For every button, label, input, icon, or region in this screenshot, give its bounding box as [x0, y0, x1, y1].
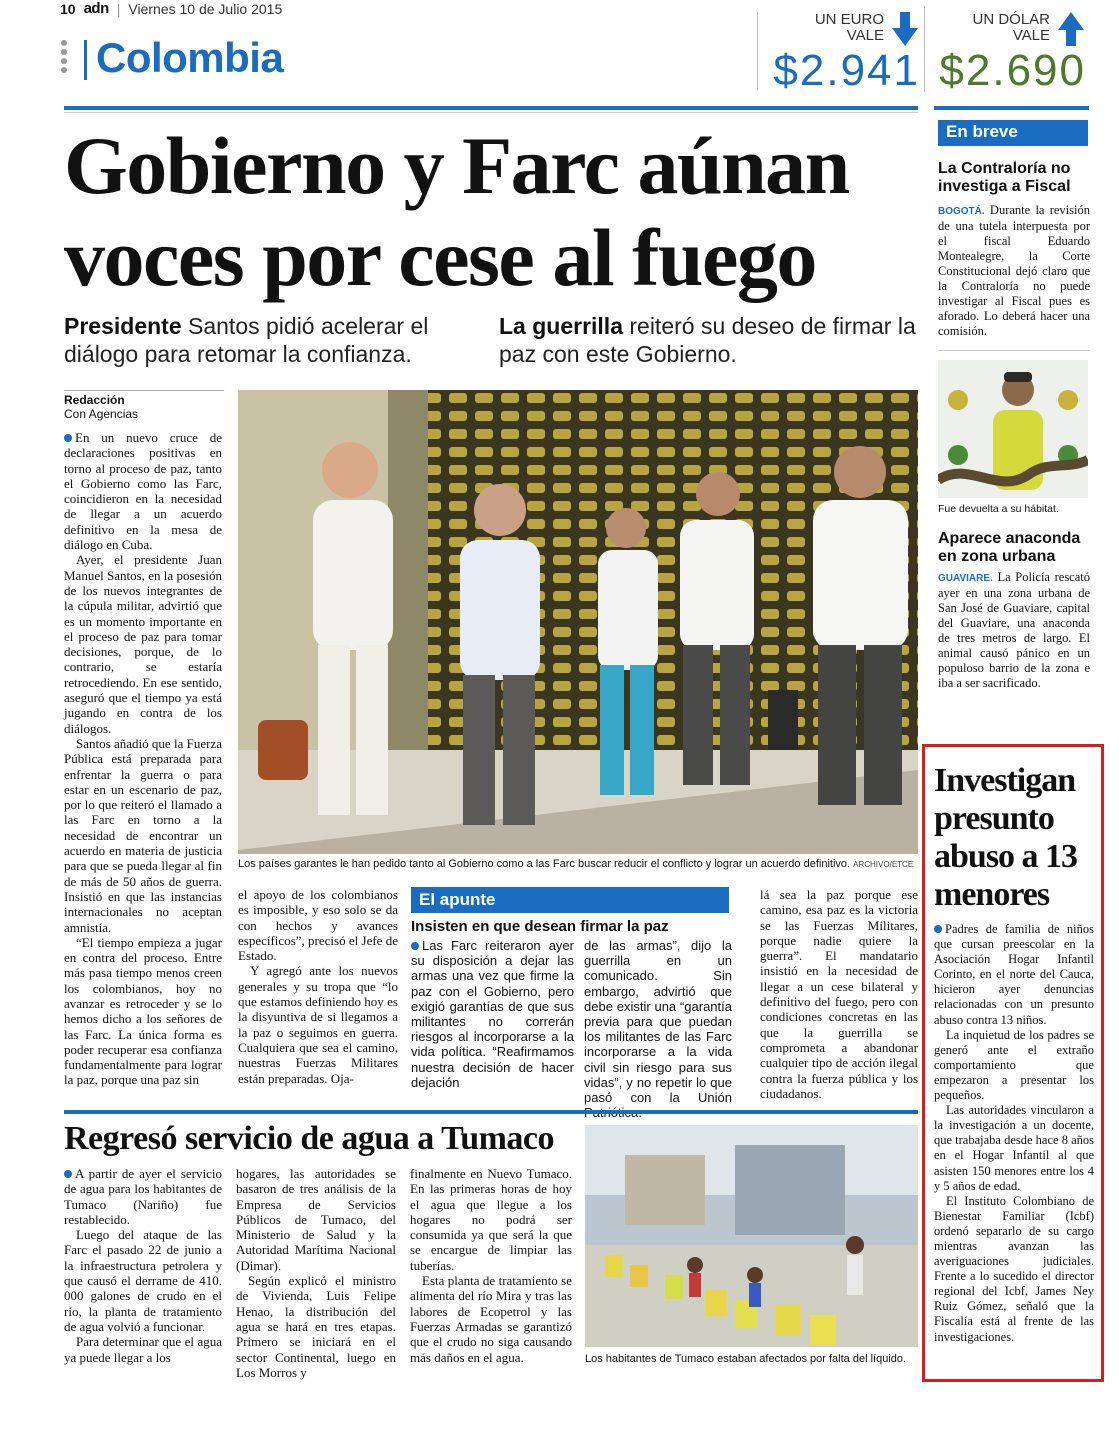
fx-euro-value: $2.941	[773, 46, 920, 95]
byline: Redacción Con Agencias	[64, 390, 224, 421]
bullet-icon	[64, 434, 72, 442]
main-photo-caption: Los países garantes le han pedido tanto al Gobierno como a las Farc buscar reducir el conflicto y lograr un acuerdo definitivo. ARCHIVO/ETCE	[238, 858, 914, 870]
main-headline: Gobierno y Farc aúnan voces por cese al fuego	[64, 120, 849, 303]
fx-euro	[758, 6, 928, 95]
fx-dolar	[924, 6, 1094, 95]
tumaco-column-2: hogares, las autoridades se basaron de tres análisis de la Empresa de Servicios Públicos de Tumaco, del Ministerio de Salud y la Autoridad Marítima Nacional (Dimar). Según explicó el ministro de Vivienda, Luis Felipe Henao, la distribución del agua se hará en tres etapas. Primero se iniciará en el sector Continental, luego en Los Morros y	[236, 1166, 396, 1380]
section-title: Colombia	[96, 34, 284, 81]
apunte-column-a: Las Farc reiteraron ayer su disposición a dejar las armas una vez que firme la paz con el Gobierno, pero exigió garantías de que sus militantes no correrán riesgos al incorporarse a la vida política. “Reafirmamos nuestra decisión de hacer dejación	[411, 938, 574, 1090]
bullet-icon	[934, 925, 942, 933]
tumaco-photo-caption: Los habitantes de Tumaco estaban afectados por falta del líquido.	[585, 1353, 907, 1365]
main-photo	[238, 390, 918, 854]
deck-left: Presidente Santos pidió acelerar el diálogo para retomar la confianza.	[64, 313, 429, 367]
fx-euro-label: UN EURO VALE	[814, 11, 884, 44]
anaconda-photo-caption: Fue devuelta a su hábitat.	[938, 503, 1059, 515]
brief-item2-body: GUAVIARE. La Policía rescató ayer en una zona urbana de San José de Guaviare, capital del Guaviare, una anaconda de tres metros de largo. El animal causó pánico en un populoso barrio de la zona e iba a ser sacrificado.	[938, 570, 1090, 690]
fx-dolar-label: UN DÓLAR VALE	[972, 11, 1050, 44]
main-column-1: En un nuevo cruce de declaraciones positivas en torno al proceso de paz, tanto el Gobierno como las Farc, coincidieron en la necesidad de llegar a un acuerdo definitivo en la mesa de diálogo en Cuba. Ayer, el presidente Juan Manuel Santos, en la posesión de los nuevos integrantes de la cúpula militar, advirtió que es un momento importante en el proceso de paz para tomar decisiones, porque, de lo contrario, se estaría retrocediendo. En ese sentido, aseguró que el tiempo ya está jugando en contra de los diálogos. Santos añadió que la Fuerza Pública está preparada para enfrentar la guerra o para estar en un escenario de paz, por lo que reiteró el llamado a las Farc en torno a la necesidad de encontrar un acuerdo en materia de justicia para que se pueda llegar al fin de más de 50 años de guerra. Insistió en que las instancias internacionales no aceptan amnistía. “El tiempo empieza a jugar en contra del proceso. Entre más pasa tiempo menos creen los colombianos, hoy no avanzar es retroceder y se lo hemos dicho a los señores de las Farc. La única forma es poder recuperar esa confianza fundamentalmente para lograr la paz, porque una paz sin	[64, 430, 222, 1088]
apunte-column-b: de las armas”, dijo la guerrilla en un comunicado. Sin embargo, advirtió que debe existir una “garantía previa para que puedan los militantes de las Farc incorporarse a la vida civil sin riesgo para sus vidas”, y no repetir lo que pasó con la Unión	[584, 938, 732, 1106]
tumaco-photo	[585, 1125, 918, 1347]
fx-dolar-value: $2.690	[939, 46, 1086, 95]
issue-date: Viernes 10 de Julio 2015	[128, 0, 283, 17]
brief-item1-body: BOGOTÁ. Durante la revisión de una tutela interpuesta por el fiscal Eduardo Montealegre, la Corte Constitucional dejó claro que la Contraloría no puede investigar al Fiscal pues es aforado. Lo deberá hacer una comisión.	[938, 203, 1090, 338]
bullet-icon	[64, 1170, 72, 1178]
bullet-icon	[411, 942, 419, 950]
photo-credit: ARCHIVO/ETCE	[853, 860, 914, 869]
brief-label: En breve	[938, 120, 1088, 146]
tumaco-column-3: finalmente en Nuevo Tumaco. En las primeras horas de hoy el agua que llegue a los hogares no podrá ser consumida ya que será la que se encargue de limpiar las tuberías. Esta planta de tratamiento se alimenta del río Mira y tras las labores de Ecopetrol y las Fuerzas Armadas se garantizó que el crudo no siga causando más daños en el agua.	[410, 1166, 572, 1365]
apunte-label: El apunte	[411, 887, 729, 913]
apunte-title: Insisten en que desean firmar la paz	[411, 918, 669, 935]
arrow-down-icon	[892, 12, 918, 46]
top-blue-rule	[64, 106, 918, 110]
tumaco-column-1: A partir de ayer el servicio de agua para los habitantes de Tumaco (Nariño) fue restablecido. Luego del ataque de las Farc el pasado 22 de junio a la infraestructura petrolera y que causó el derrame de 410. 000 galones de crudo en el río, la planta de tratamiento de agua volvió a funcionar. Para determinar que el agua ya puede llegar a los	[64, 1166, 222, 1365]
top-thin-rule	[64, 112, 918, 113]
main-column-2: el apoyo de los colombianos es imposible, y eso solo se da con hechos y avances específicos”, precisó el Jefe de Estado. Y agregó ante los nuevos generales y su tropa que “lo que estamos definiendo hoy es la disyuntiva de si llegamos a la paz o seguimos en guerra. Cualquiera que sea el camino, nuestras Fuerzas Militares están preparadas. Oja-	[238, 887, 398, 1086]
page-number: 10	[60, 0, 76, 17]
deck-right: La guerrilla reiteró su deseo de firmar la paz con este Gobierno.	[499, 313, 916, 367]
main-column-4: lá sea la paz porque ese camino, esa paz es la victoria se las Fuerzas Militares, porque nadie quiere la guerra”. El mandatario insistió en la necesidad de llegar a un cese bilateral y definitivo del fuego, pero con condiciones concretas en las que la guerrilla se comprometa a abandonar cualquier tipo de acción ilegal contra la fuerza pública y los ciudadanos.	[760, 887, 918, 1101]
header-separator: |	[116, 0, 121, 17]
brief-item1-title: La Contraloría no investiga a Fiscal	[938, 160, 1071, 195]
brief-blue-rule	[934, 106, 1089, 110]
section-bar	[84, 40, 87, 80]
tumaco-blue-rule	[64, 1110, 918, 1114]
tumaco-headline: Regresó servicio de agua a Tumaco	[64, 1120, 555, 1157]
brief-item2-title: Aparece anaconda en zona urbana	[938, 530, 1081, 565]
page-header-strip	[60, 0, 282, 17]
arrow-up-icon	[1058, 12, 1084, 46]
adn-logo: adn	[83, 0, 109, 17]
investigan-title: Investigan presunto abuso a 13 menores	[934, 762, 1078, 913]
section-dots-icon	[61, 40, 69, 76]
investigan-body: Padres de familia de niños que cursan preescolar en la Asociación Hogar Infantil Corinto, en el norte del Cauca, hicieron ayer denuncias relacionadas con un presunto abuso contra 13 niños. La inquietud de los padres se generó ante el extraño comportamiento que empezaron a presentar los pequeños. Las autoridades vincularon a la investigación a un docente, que trabajaba desde hace 8 años en el Hogar Infantil al que asisten 150 menores entre los 4 y 5 años de edad. El Instituto Colombiano de Bienestar Familiar (Icbf) ordenó separarlo de su cargo mientras avanzan las averiguaciones judiciales. Frente a lo sucedido el director regional del Icbf, James Ney Ruiz Gómez, señaló que la Fiscalía está al frente de las investigaciones.	[934, 922, 1094, 1344]
brief-divider	[938, 350, 1090, 351]
anaconda-photo	[938, 360, 1088, 498]
